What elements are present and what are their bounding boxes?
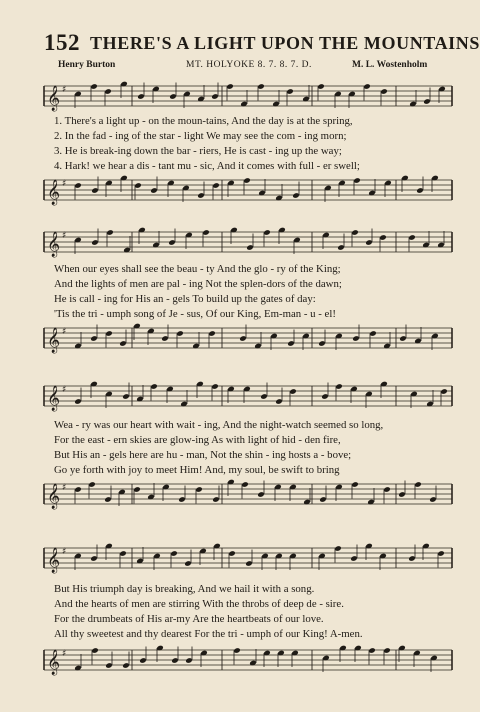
hymn-title: THERE'S A LIGHT UPON THE MOUNTAINS [90,33,480,53]
lyric-line-verse-4: All thy sweetest and thy dearest For the tri - umph of our King! A-men. [54,628,363,640]
svg-text:𝄞: 𝄞 [47,650,61,675]
lyric-line-verse-3: But His an - gels here are hu - man, Not the shin - ing hosts a - bove; [54,449,352,461]
lyrics-block [54,262,450,322]
music-system-3 [36,370,454,512]
treble-staff [36,542,454,574]
svg-text:♯: ♯ [62,85,67,95]
lyric-line-verse-2: For the east - ern skies are glow-ing As with light of hid - den fire, [54,434,341,446]
lyric-line-verse-2: And the lights of men are pal - ing Not the splen-dors of the dawn; [54,278,342,290]
lyric-line-verse-3: For the drumbeats of His ar-my Are the heartbeats of our love. [54,613,324,625]
lyric-line-verse-3: 3. He is break-ing down the bar - riers, He is cast - ing up the way; [54,145,342,157]
svg-text:𝄞: 𝄞 [47,180,61,205]
treble-staff [36,80,454,112]
hymn-number: 152 [44,30,80,55]
bass-staff [36,322,454,354]
lyric-line-verse-1: Wea - ry was our heart with wait - ing, And the night-watch seemed so long, [54,419,384,431]
lyric-line-verse-4: Go ye forth with joy to meet Him! And, my soul, be swift to bring [54,464,340,476]
lyrics-block [54,582,450,642]
bass-staff [36,478,454,510]
svg-text:𝄞: 𝄞 [47,86,61,111]
music-system-2 [36,222,454,354]
hymn-credits [58,60,448,74]
svg-text:𝄞: 𝄞 [47,232,61,257]
treble-staff [36,226,454,258]
author-credit: Henry Burton [58,60,116,70]
lyrics-block [54,114,450,174]
svg-text:♯: ♯ [62,385,67,395]
lyrics-block [54,418,450,478]
svg-text:♯: ♯ [62,231,67,241]
svg-text:♯: ♯ [62,483,67,493]
bass-staff [36,644,454,676]
svg-text:♯: ♯ [62,327,67,337]
bass-staff [36,174,454,206]
svg-text:♯: ♯ [62,547,67,557]
lyric-line-verse-2: And the hearts of men are stirring With the throbs of deep de - sire. [54,598,344,610]
svg-text:♯: ♯ [62,179,67,189]
hymn-header [44,30,480,58]
tune-name: MT. HOLYOKE 8. 7. 8. 7. D. [186,60,312,70]
lyric-line-verse-4: 4. Hark! we hear a dis - tant mu - sic, And it comes with full - er swell; [54,160,360,172]
svg-text:♯: ♯ [62,649,67,659]
composer-credit: M. L. Wostenholm [352,60,428,70]
svg-text:𝄞: 𝄞 [47,484,61,509]
svg-text:𝄞: 𝄞 [47,548,61,573]
lyric-line-verse-1: When our eyes shall see the beau - ty And the glo - ry of the King; [54,263,341,275]
svg-text:𝄞: 𝄞 [47,328,61,353]
lyric-line-verse-1: 1. There's a light up - on the moun-tains, And the day is at the spring, [54,115,353,127]
lyric-line-verse-4: 'Tis the tri - umph song of Je - sus, Of our King, Em-man - u - el! [54,308,336,320]
music-system-1 [36,76,454,206]
lyric-line-verse-3: He is call - ing for His an - gels To build up the gates of day: [54,293,316,305]
lyric-line-verse-1: But His triumph day is breaking, And we hail it with a song. [54,583,315,595]
treble-staff [36,380,454,412]
music-system-4 [36,528,454,688]
lyric-line-verse-2: 2. In the fad - ing of the star - light We may see the com - ing morn; [54,130,347,142]
svg-text:𝄞: 𝄞 [47,386,61,411]
